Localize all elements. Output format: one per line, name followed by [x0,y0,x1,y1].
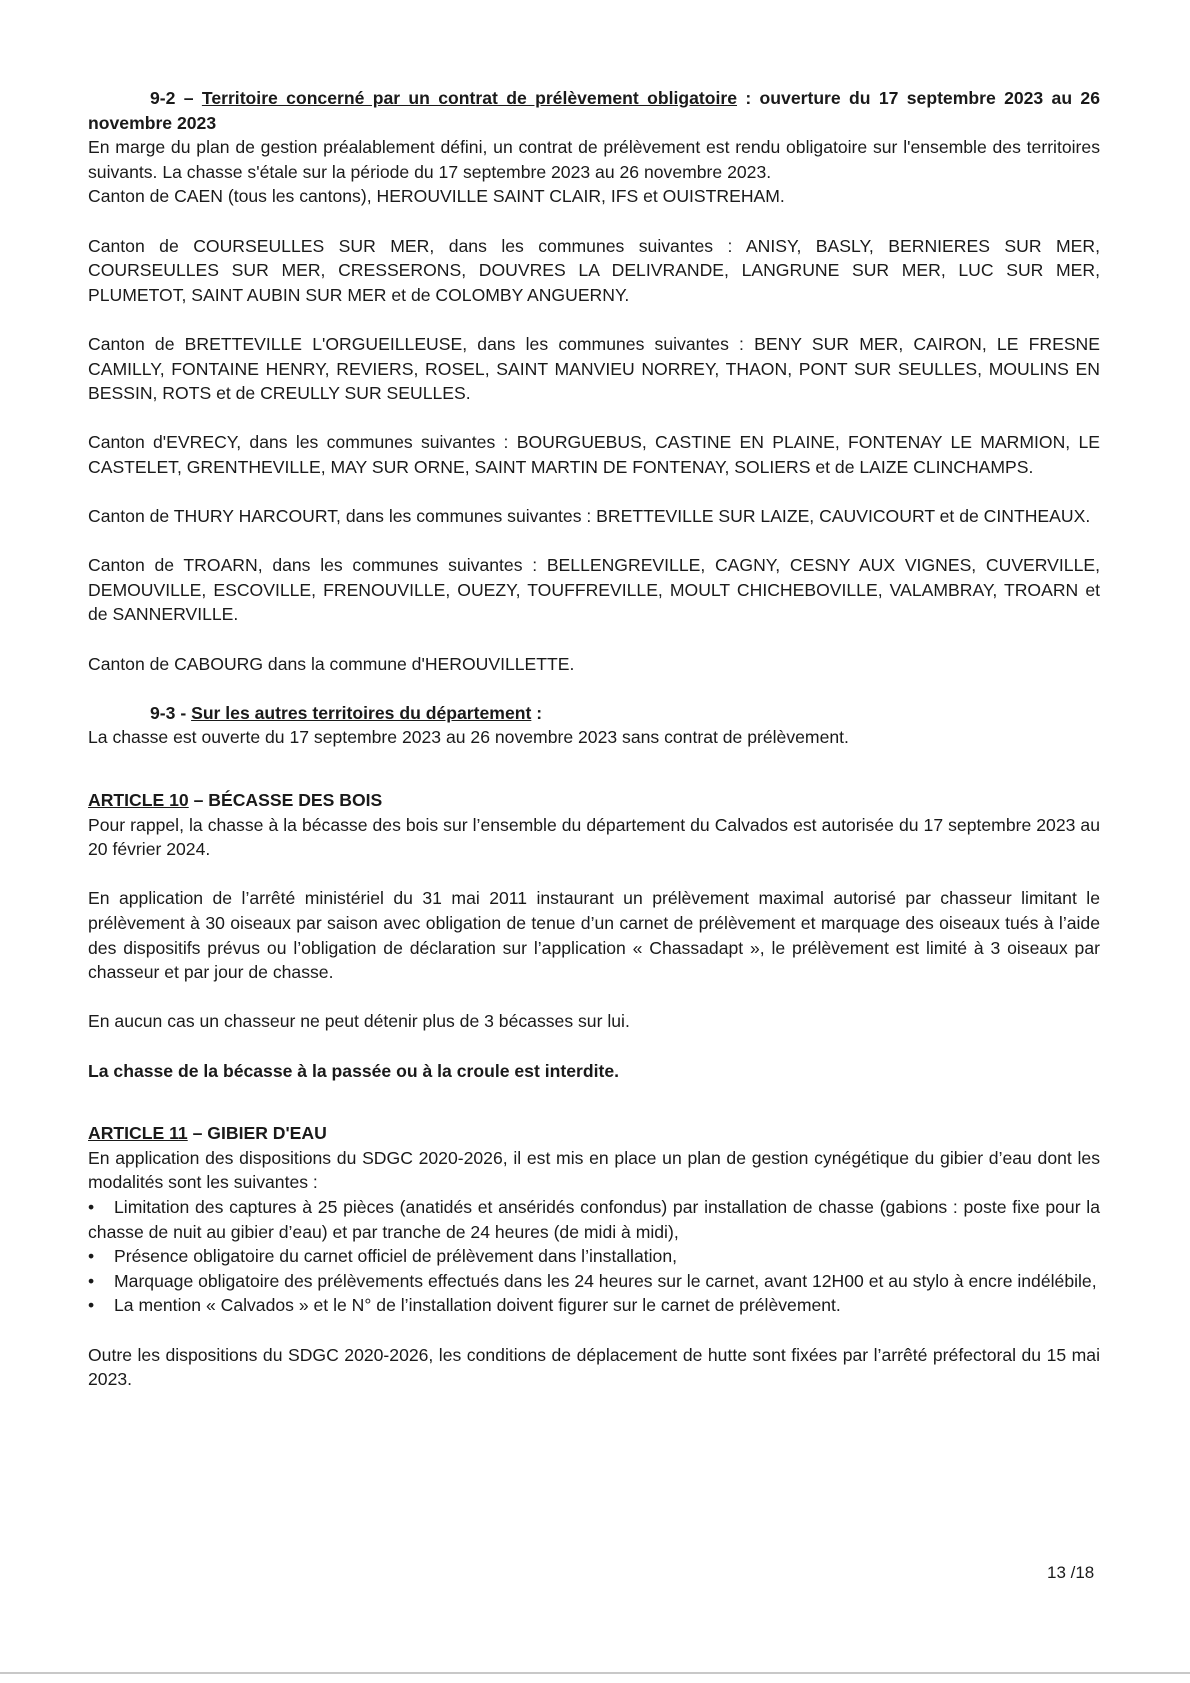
bullet-icon: • [88,1295,95,1316]
canton-paragraph: Canton de BRETTEVILLE L'ORGUEILLEUSE, dans les communes suivantes : BENY SUR MER, CAIRON, LE FRESNE CAMILLY, FONTAINE HENRY, REVIERS, ROSEL, SAINT MANVIEU NORREY, THAON, PONT SUR SEULLES, MOULINS EN BESSIN, ROTS et de CREULLY SUR SEULLES. [88,333,1100,404]
paragraph: En aucun cas un chasseur ne peut détenir plus de 3 bécasses sur lui. [88,1011,630,1032]
page-number: 13 /18 [1047,1563,1095,1582]
paragraph: En marge du plan de gestion préalablement défini, un contrat de prélèvement est rendu obligatoire sur l'ensemble des territoires suivants. La chasse s'étale sur la période du 17 septembre 2023 au 26 novembre 2023. [88,137,1100,182]
bullet-text: Présence obligatoire du carnet officiel de prélèvement dans l’installation, [114,1246,678,1267]
paragraph: Canton de CAEN (tous les cantons), HEROUVILLE SAINT CLAIR, IFS et OUISTREHAM. [88,186,785,207]
bullet-text: La mention « Calvados » et le N° de l’installation doivent figurer sur le carnet de prélèvement. [114,1295,841,1316]
page-edge [0,1672,1190,1674]
section-colon: : [531,702,543,723]
section-dates: : ouverture du 17 septembre 2023 au 26 novembre 2023 [88,88,1100,133]
paragraph: Pour rappel, la chasse à la bécasse des bois sur l’ensemble du département du Calvados est autorisée du 17 septembre 2023 au 20 février 2024. [88,814,1100,860]
canton-paragraph: Canton de TROARN, dans les communes suivantes : BELLENGREVILLE, CAGNY, CESNY AUX VIGNES, CUVERVILLE, DEMOUVILLE, ESCOVILLE, FRENOUVILLE, OUEZY, TOUFFREVILLE, MOULT CHICHEBOVILLE, VALAMBRAY, TROARN et de SANNERVILLE. [88,555,1100,625]
section-number: 9-2 – [150,88,202,108]
canton-paragraph: Canton de THURY HARCOURT, dans les communes suivantes : BRETTEVILLE SUR LAIZE, CAUVICOURT et de CINTHEAUX. [88,506,1091,527]
canton-paragraph: Canton de CABOURG dans la commune d'HEROUVILLETTE. [88,653,575,674]
article-label: ARTICLE 10 [88,790,189,811]
article-11-heading [88,1121,1100,1146]
section-title: Sur les autres territoires du département [191,702,532,723]
bullet-item [88,1269,1100,1294]
section-number: 9-3 - [150,702,192,723]
document-page [88,86,1100,1392]
paragraph: Outre les dispositions du SDGC 2020-2026, les conditions de déplacement de hutte sont fixées par l’arrêté préfectoral du 15 mai 2023. [88,1344,1100,1390]
section-title: Territoire concerné par un contrat de prélèvement obligatoire [201,88,738,108]
section-9-2-heading [88,86,1100,135]
bold-paragraph: La chasse de la bécasse à la passée ou à la croule est interdite. [88,1060,620,1081]
bullet-item [88,1293,1100,1318]
canton-paragraph: Canton de COURSEULLES SUR MER, dans les communes suivantes : ANISY, BASLY, BERNIERES SUR MER, COURSEULLES SUR MER, CRESSERONS, DOUVRES LA DELIVRANDE, LANGRUNE SUR MER, LUC SUR MER, PLUMETOT, SAINT AUBIN SUR MER et de COLOMBY ANGUERNY. [88,235,1100,305]
paragraph: En application de l’arrêté ministériel du 31 mai 2011 instaurant un prélèvement maximal autorisé par chasseur limitant le prélèvement à 30 oiseaux par saison avec obligation de tenue d’un carnet de prélèvement et marquage des oiseaux tués à l’aide des dispositifs prévus ou l’obligation de déclaration sur l’application « Chassadapt », le prélèvement est limité à 3 oiseaux par chasseur et par jour de chasse. [88,888,1100,983]
bullet-text: Limitation des captures à 25 pièces (anatidés et anséridés confondus) par installation de chasse (gabions : poste fixe pour la chasse de nuit au gibier d’eau) et par tranche de 24 heures (de midi à midi), [88,1196,1100,1242]
bullet-icon: • [88,1196,95,1217]
article-10-heading [88,788,1100,813]
article-title: – BÉCASSE DES BOIS [188,790,383,811]
bullet-item [88,1195,1100,1244]
canton-paragraph: Canton d'EVRECY, dans les communes suivantes : BOURGUEBUS, CASTINE EN PLAINE, FONTENAY LE MARMION, LE CASTELET, GRENTHEVILLE, MAY SUR ORNE, SAINT MARTIN DE FONTENAY, SOLIERS et de LAIZE CLINCHAMPS. [88,432,1100,477]
bullet-icon: • [88,1270,95,1291]
bullet-item [88,1244,1100,1269]
article-label: ARTICLE 11 [88,1123,188,1144]
article-title: – GIBIER D'EAU [187,1123,327,1144]
section-9-3-heading [88,701,1100,726]
paragraph: La chasse est ouverte du 17 septembre 2023 au 26 novembre 2023 sans contrat de prélèvement. [88,727,849,748]
bullet-text: Marquage obligatoire des prélèvements effectués dans les 24 heures sur le carnet, avant 12H00 et au stylo à encre indélébile, [114,1270,1097,1291]
bullet-icon: • [88,1246,95,1267]
paragraph: En application des dispositions du SDGC 2020-2026, il est mis en place un plan de gestion cynégétique du gibier d’eau dont les modalités sont les suivantes : [88,1147,1100,1193]
